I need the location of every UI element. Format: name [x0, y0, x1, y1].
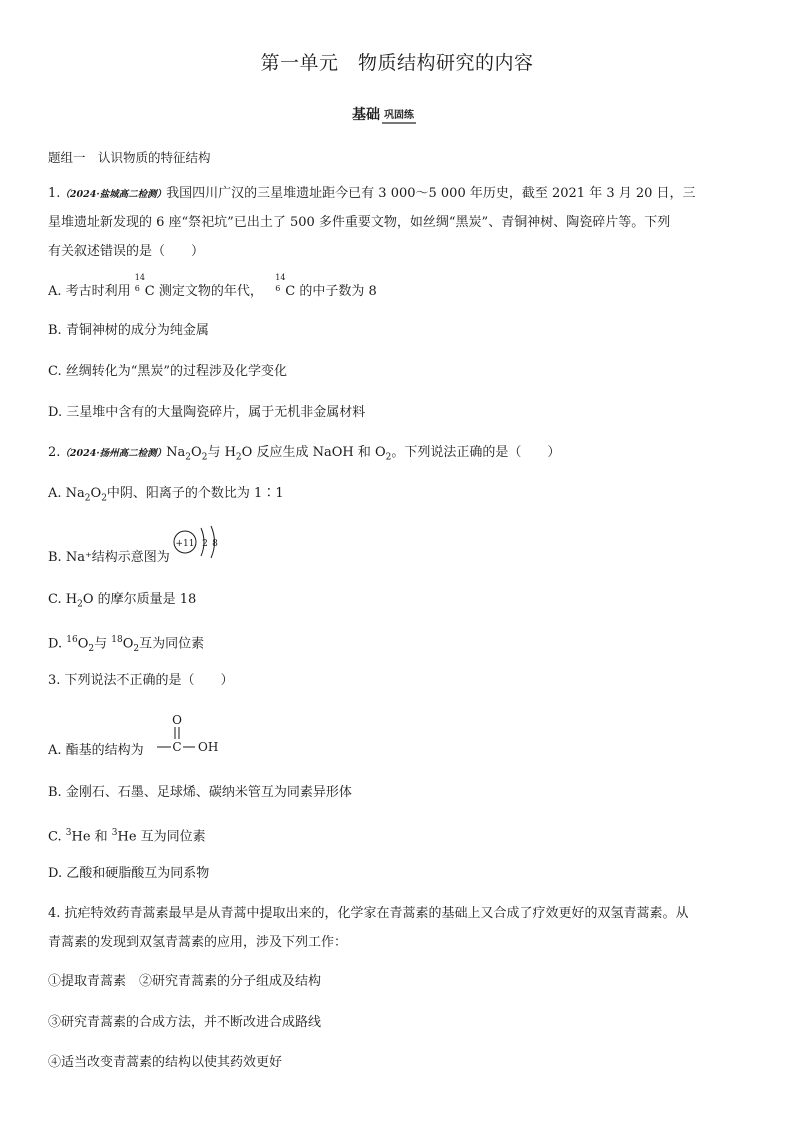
q4-item-1-2: ①提取青蒿素 ②研究青蒿素的分子组成及结构 [48, 974, 322, 989]
q3-stem: 3. 下列说法不正确的是（ ） [48, 673, 234, 688]
q2-option-c-text: O 的摩尔质量是 18 [82, 592, 197, 607]
superscript: 3 [111, 828, 118, 838]
q2-text: Na [166, 445, 186, 460]
q2-stem [48, 443, 560, 468]
q1-option-b: B. 青铜神树的成分为纯金属 [48, 323, 209, 338]
group-title: 题组一 认识物质的特征结构 [48, 150, 211, 165]
subscript: 2 [84, 493, 91, 504]
q2-text: O 反应生成 NaOH 和 O [241, 445, 386, 460]
q1-option-a-mid: C 测定文物的年代， [144, 284, 263, 299]
q1-stem-1: 我国四川广汉的三星堆遗址距今已有 3 000～5 000 年历史，截至 2021 年 3 月 20 日，三 [166, 186, 696, 201]
q2-option-c [48, 590, 196, 615]
badge-sub-label: 巩固练 [382, 106, 416, 124]
q3-option-b: B. 金刚石、石墨、足球烯、碳纳米管互为同素异形体 [48, 785, 352, 800]
subscript: 2 [235, 452, 242, 463]
subscript: 2 [77, 599, 83, 610]
q3-option-d: D. 乙酸和硬脂酸互为同系物 [48, 866, 210, 881]
superscript: 18 [111, 635, 123, 645]
shell-1-electrons: 2 [202, 539, 208, 549]
q2-text: 。下列说法正确的是（ ） [391, 445, 561, 460]
subscript: 2 [101, 493, 107, 504]
q2-option-d-text: 互为同位素 [139, 636, 205, 652]
q2-option-a-text: O [90, 486, 102, 501]
q2-option-d-text: O [122, 636, 134, 652]
q2-option-d-text: O [77, 636, 89, 652]
q1-line-2: 星堆遗址新发现的 6 座“祭祀坑”已出土了 500 多件重要文物，如丝绸“黑炭”、青铜神树、陶瓷碎片等。下列 [48, 215, 671, 230]
q3-option-a-text: A. 酯基的结构为 [48, 743, 144, 758]
q2-option-d [48, 630, 204, 659]
q2-option-b-text: B. Na⁺结构示意图为 [48, 550, 170, 565]
q1-option-d: D. 三星堆中含有的大量陶瓷碎片，属于无机非金属材料 [48, 405, 366, 420]
subscript: 2 [88, 643, 95, 654]
ester-group-structure [155, 712, 230, 754]
q3-option-c-text: He 和 [71, 829, 112, 845]
q2-option-b [48, 548, 170, 568]
q4-line-1: 4. 抗疟特效药青蒿素最早是从青蒿中提取出来的，化学家在青蒿素的基础上又合成了疗效更好的双氢青蒿素。从 [48, 906, 689, 921]
q2-option-d-text: 与 [94, 636, 112, 652]
superscript: 3 [65, 828, 72, 838]
q2-number: 2. [48, 445, 61, 460]
q3-option-a [48, 741, 144, 761]
nuclide-symbol [275, 273, 286, 295]
q1-option-a-text: A. 考古时利用 [48, 284, 135, 299]
atomic-number: 6 [134, 284, 140, 293]
carbonyl-oxygen: O [172, 713, 182, 727]
q1-source: （2024·盐城高二检测） [60, 189, 167, 200]
sodium-ion-structure-diagram [170, 522, 230, 562]
badge-main-label: 基础 [352, 107, 380, 123]
q4-item-3: ③研究青蒿素的合成方法，并不断改进合成路线 [48, 1015, 322, 1030]
carbon-atom: C [172, 740, 182, 754]
q2-option-a-text: A. Na [48, 486, 85, 501]
q2-option-a-text: 中阴、阳离子的个数比为 1∶1 [106, 486, 284, 501]
hydroxyl-group: OH [198, 740, 219, 754]
q2-source: （2024·扬州高二检测） [60, 448, 167, 459]
mass-number: 14 [134, 273, 145, 282]
q2-option-a [48, 484, 284, 509]
q1-line-3: 有关叙述错误的是（ ） [48, 244, 205, 259]
subscript: 2 [133, 643, 140, 654]
q4-line-2: 青蒿素的发现到双氢青蒿素的应用，涉及下列工作： [48, 935, 348, 950]
shell-2-electrons: 8 [212, 539, 218, 549]
nuclide-symbol [134, 273, 145, 295]
q2-text: O [191, 445, 202, 460]
subscript: 2 [201, 452, 208, 463]
q3-option-c-text: C. [48, 829, 66, 845]
q2-option-d-text: D. [48, 636, 67, 652]
atomic-number: 6 [275, 284, 281, 293]
superscript: 16 [66, 635, 78, 645]
q2-text: 与 H [207, 445, 236, 460]
q1-line-1 [48, 184, 696, 205]
q1-option-a-end: C 的中子数为 8 [285, 284, 377, 299]
q4-item-4: ④适当改变青蒿素的结构以使其药效更好 [48, 1055, 283, 1070]
q3-option-c [48, 823, 206, 847]
q1-option-a [48, 273, 377, 302]
q2-option-c-text: C. H [48, 592, 78, 607]
nucleus-charge: +11 [175, 539, 195, 549]
section-badge [352, 104, 416, 124]
q3-option-c-text: He 互为同位素 [117, 829, 206, 845]
mass-number: 14 [275, 273, 286, 282]
subscript: 2 [385, 452, 392, 463]
subscript: 2 [185, 452, 192, 463]
q1-option-c: C. 丝绸转化为“黑炭”的过程涉及化学变化 [48, 364, 288, 379]
q1-number: 1. [48, 186, 61, 201]
page-title: 第一单元 物质结构研究的内容 [260, 52, 534, 74]
